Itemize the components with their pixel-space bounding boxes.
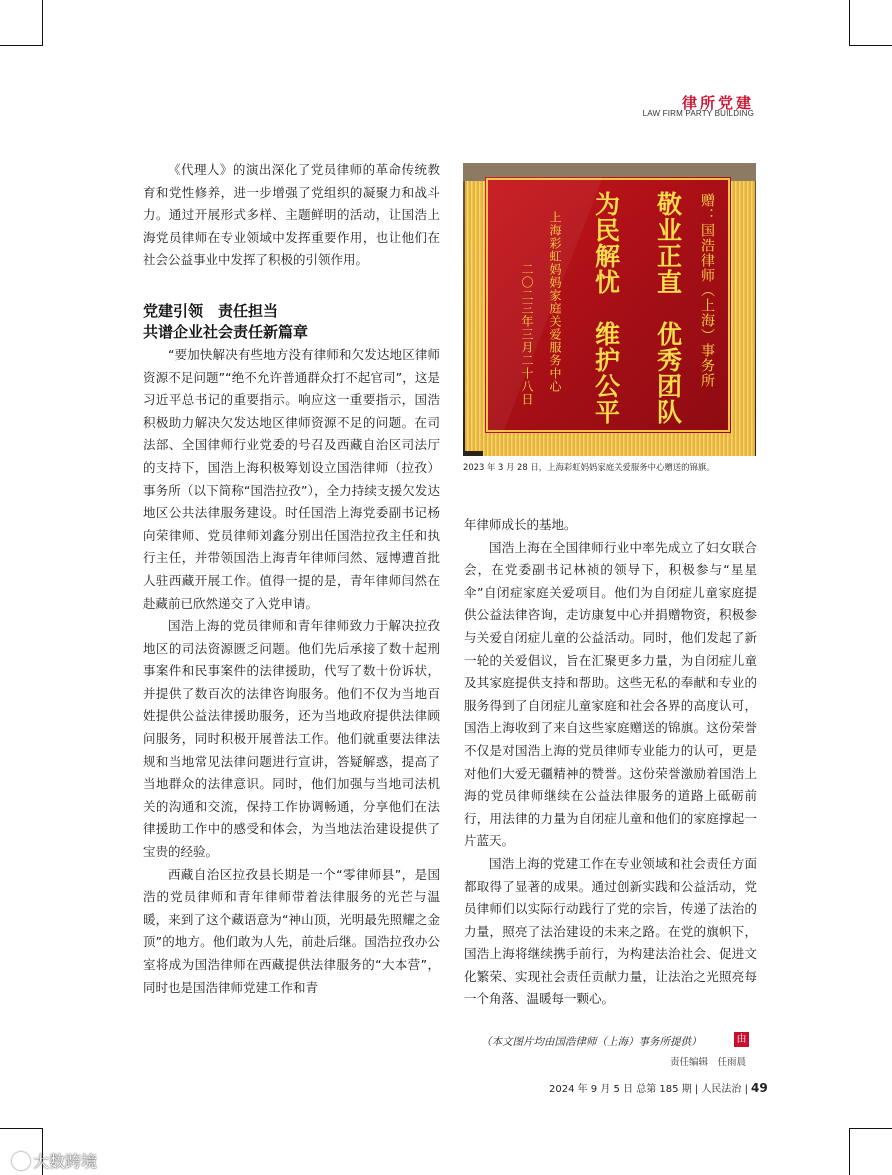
paragraph: 国浩上海的党建工作在专业领域和社会责任方面都取得了显著的成果。通过创新实践和公益活动，党员律师们以实际行动践行了党的宗旨，传递了法治的力量，照亮了法治建设的未来之路。在党的旗帜下，国浩上海将继续携手前行，为构建法治社会、促进文化繁荣、实现社会责任贡献力量，让法治之光照亮每一个角落、温暖每一颗心。 xyxy=(464,855,757,1007)
responsible-editor: 责任编辑 任雨晨 xyxy=(670,1057,747,1068)
section-subtitle: LAW FIRM PARTY BUILDING xyxy=(642,109,754,118)
crop-mark-top-left-h xyxy=(0,45,42,46)
section-title: 律所党建 xyxy=(681,94,754,112)
paragraph: 年律师成长的基地。 xyxy=(464,517,577,532)
section-heading-line2: 共谱企业社会责任新篇章 xyxy=(143,322,309,341)
photo-caption: 2023 年 3 月 28 日，上海彩虹妈妈家庭关爱服务中心赠送的锦旗。 xyxy=(463,462,715,472)
banner-photo xyxy=(463,163,756,456)
watermark-logo-icon xyxy=(12,1152,30,1170)
crop-mark-bottom-right-v xyxy=(849,1128,850,1175)
paragraph: 西藏自治区拉孜县长期是一个“零律师县”，是国浩的党员律师和青年律师带着法律服务的光芒与温暖，来到了这个藏语意为“神山顶，光明最先照耀之金顶”的地方。他们敢为人先，前赴后继。国浩拉孜办公室将成为国浩律师在西藏提供法律服务的“大本营”，同时也是国浩律师党建工作和青 xyxy=(143,866,440,995)
issue-info: 2024 年 9 月 5 日 总第 185 期 | 人民法治 | xyxy=(549,1084,748,1095)
crop-mark-bottom-right-h xyxy=(849,1128,892,1129)
section-heading xyxy=(143,301,440,343)
photo-credit: （本文图片均由国浩律师（上海）事务所提供） xyxy=(481,1036,702,1048)
crop-mark-bottom-left-h xyxy=(0,1128,42,1129)
spacer xyxy=(143,272,440,292)
page-footer xyxy=(549,1080,768,1095)
paragraph: 国浩上海在全国律师行业中率先成立了妇女联合会，在党委副书记林祯的领导下，积极参与“星星伞”自闭症家庭关爱项目。他们为自闭症儿童家庭提供公益法律咨询，走访康复中心并捐赠物资，积极参与关爱自闭症儿童的公益活动。同时，他们发起了新一轮的关爱倡议，旨在汇聚更多力量，为自闭症儿童及其家庭提供支持和帮助。这些无私的奉献和专业的服务得到了自闭症儿童家庭和社会各界的高度认可，国浩上海收到了来自这些家庭赠送的锦旗。这份荣誉不仅是对国浩上海的党员律师专业能力的认可，更是对他们大爱无疆精神的赞誉。这份荣誉激励着国浩上海的党员律师继续在公益法律服务的道路上砥砺前行，用法律的力量为自闭症儿童和他们的家庭撑起一片蓝天。 xyxy=(464,539,757,849)
banner-line-1: 敬业正直 优秀团队 xyxy=(653,191,683,425)
end-mark-icon: 由 xyxy=(734,1032,749,1047)
section-heading-line1: 党建引领 责任担当 xyxy=(143,301,279,320)
banner-giver: 上海彩虹妈妈家庭关爱服务中心 xyxy=(548,211,562,393)
paragraph: 国浩上海的党员律师和青年律师致力于解决拉孜地区的司法资源匮乏问题。他们先后承接了数十起刑事案件和民事案件的法律援助，代写了数十份诉状，并提供了数百次的法律咨询服务。他们不仅为当地百姓提供公益法律援助服务，还为当地政府提供法律顾问服务，同时积极开展普法工作。他们就重要法律法规和当地常见法律问题进行宣讲，答疑解惑，提高了当地群众的法律意识。同时，他们加强与当地司法机关的沟通和交流，保持工作协调畅通，分享他们在法律援助工作中的感受和体会，为当地法治建设提供了宝贵的经验。 xyxy=(143,618,440,860)
watermark-text: 大数跨境 xyxy=(33,1152,98,1171)
banner-dedication: 赠：国浩律师（上海）事务所 xyxy=(699,193,715,388)
crop-mark-top-right-v xyxy=(849,0,850,46)
paragraph: 《代理人》的演出深化了党员律师的革命传统教育和党性修养，进一步增强了党组织的凝聚力和战斗力。通过开展形式多样、主题鲜明的活动，让国浩上海党员律师在专业领域中发挥重要作用，也让他们在社会公益事业中发挥了积极的引领作用。 xyxy=(143,162,440,268)
banner-line-2: 为民解忧 维护公平 xyxy=(591,191,621,425)
left-column xyxy=(143,159,440,999)
right-column xyxy=(464,514,757,1011)
page-number: 49 xyxy=(750,1081,768,1095)
paragraph: “要加快解决有些地方没有律师和欠发达地区律师资源不足问题”“绝不允许普通群众打不起官司”，这是习近平总书记的重要指示。响应这一重要指示，国浩积极助力解决欠发达地区律师资源不足的问题。在司法部、全国律师行业党委的号召及西藏自治区司法厅的支持下，国浩上海积极筹划设立国浩律师（拉孜）事务所（以下简称“国浩拉孜”），全力持续支援欠发达地区公共法律服务建设。时任国浩上海党委副书记杨向荣律师、党员律师刘鑫分别出任国浩拉孜主任和执行主任，并带领国浩上海青年律师闫然、冦博遭首批人驻西藏开展工作。值得一提的是，青年律师闫然在赴藏前已欣然递交了入党申请。 xyxy=(143,346,440,611)
crop-mark-top-right-h xyxy=(849,45,892,46)
banner-illustration xyxy=(463,163,756,456)
watermark xyxy=(12,1149,97,1172)
crop-mark-top-left-v xyxy=(42,0,43,46)
banner-date: 二〇二三年三月二十八日 xyxy=(520,263,534,406)
